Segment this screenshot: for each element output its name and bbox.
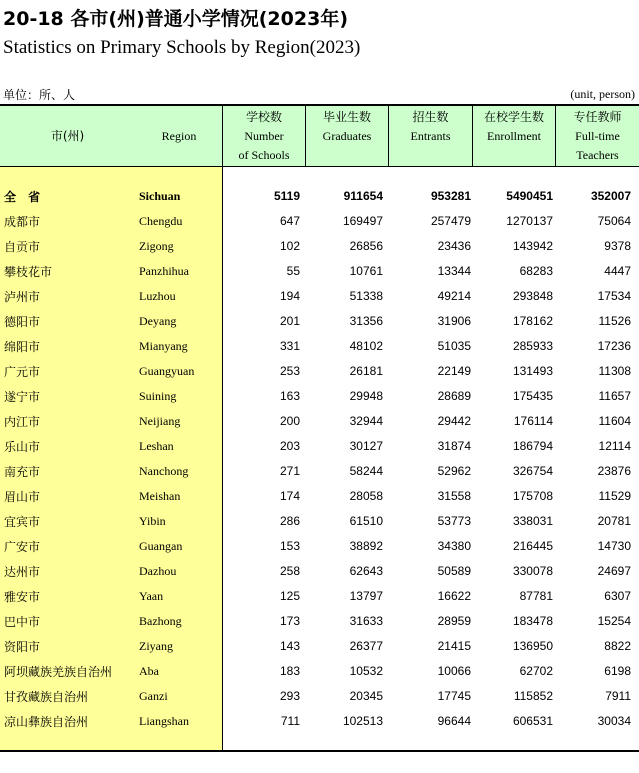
cell-schools: 5119 xyxy=(273,189,300,203)
cell-entrants: 52962 xyxy=(437,464,471,478)
header-graduates-cn: 毕业生数 xyxy=(322,110,371,124)
cell-region-en: Mianyang xyxy=(139,339,188,353)
cell-graduates: 20345 xyxy=(349,689,383,703)
cell-teachers: 15254 xyxy=(597,614,631,628)
cell-region-cn: 广安市 xyxy=(4,540,41,554)
cell-teachers: 9378 xyxy=(604,239,631,253)
cell-enrollment: 293848 xyxy=(512,289,553,303)
unit-label-chinese: 单位：所、人 xyxy=(3,88,76,102)
cell-region-en: Neijiang xyxy=(139,414,181,428)
cell-schools: 153 xyxy=(279,539,300,553)
cell-schools: 173 xyxy=(279,614,300,628)
cell-schools: 286 xyxy=(279,514,300,528)
table-row xyxy=(0,359,639,384)
cell-schools: 258 xyxy=(279,564,300,578)
cell-teachers: 11308 xyxy=(598,364,631,378)
cell-region-cn: 资阳市 xyxy=(4,640,41,654)
cell-schools: 183 xyxy=(279,664,300,678)
cell-entrants: 49214 xyxy=(437,289,471,303)
cell-region-en: Panzhihua xyxy=(139,264,189,278)
table-row xyxy=(0,384,639,409)
table-row xyxy=(0,584,639,609)
cell-region-cn: 德阳市 xyxy=(4,315,41,329)
table-row xyxy=(0,559,639,584)
table-row-total xyxy=(0,184,639,209)
cell-region-en: Guangyuan xyxy=(139,364,195,378)
cell-enrollment: 143942 xyxy=(512,239,553,253)
cell-schools: 203 xyxy=(279,439,300,453)
cell-enrollment: 606531 xyxy=(512,714,553,728)
cell-entrants: 96644 xyxy=(437,714,471,728)
cell-teachers: 17236 xyxy=(597,339,631,353)
cell-graduates: 58244 xyxy=(349,464,383,478)
cell-enrollment: 115852 xyxy=(513,689,553,703)
header-entrants xyxy=(389,106,472,166)
table-row xyxy=(0,459,639,484)
cell-enrollment: 183478 xyxy=(512,614,553,628)
cell-entrants: 53773 xyxy=(437,514,471,528)
cell-enrollment: 136950 xyxy=(512,639,553,653)
cell-teachers: 11526 xyxy=(598,314,631,328)
table-header-rule xyxy=(0,166,639,167)
cell-region-cn: 凉山彝族自治州 xyxy=(4,715,89,729)
table-row xyxy=(0,659,639,684)
cell-region-en: Suining xyxy=(139,389,177,403)
cell-entrants: 34380 xyxy=(437,539,471,553)
cell-graduates: 911654 xyxy=(343,189,383,203)
cell-region-en: Bazhong xyxy=(139,614,182,628)
cell-entrants: 31558 xyxy=(437,489,471,503)
cell-schools: 201 xyxy=(279,314,300,328)
header-teachers-en-2: Teachers xyxy=(576,147,619,162)
cell-schools: 125 xyxy=(279,589,300,603)
cell-graduates: 102513 xyxy=(342,714,383,728)
cell-teachers: 24697 xyxy=(597,564,631,578)
cell-teachers: 11604 xyxy=(598,414,631,428)
header-region-label: Region xyxy=(161,128,197,143)
table-row xyxy=(0,259,639,284)
cell-teachers: 30034 xyxy=(597,714,631,728)
cell-region-cn: 全 省 xyxy=(4,190,45,204)
cell-enrollment: 68283 xyxy=(519,264,553,278)
table-row xyxy=(0,509,639,534)
header-teachers-en-1: Full-time xyxy=(575,128,620,143)
cell-teachers: 17534 xyxy=(597,289,631,303)
cell-enrollment: 5490451 xyxy=(506,189,553,203)
cell-entrants: 17745 xyxy=(437,689,471,703)
cell-region-en: Liangshan xyxy=(139,714,189,728)
cell-graduates: 28058 xyxy=(349,489,383,503)
cell-graduates: 32944 xyxy=(349,414,383,428)
cell-entrants: 28689 xyxy=(437,389,471,403)
header-region xyxy=(135,106,223,166)
table-row xyxy=(0,609,639,634)
cell-teachers: 11657 xyxy=(598,389,631,403)
cell-graduates: 10761 xyxy=(349,264,383,278)
cell-enrollment: 338031 xyxy=(512,514,553,528)
cell-region-en: Dazhou xyxy=(139,564,177,578)
table-row xyxy=(0,434,639,459)
cell-schools: 55 xyxy=(286,264,300,278)
table-row xyxy=(0,309,639,334)
cell-teachers: 11529 xyxy=(598,489,631,503)
cell-teachers: 7911 xyxy=(605,689,631,703)
cell-entrants: 51035 xyxy=(437,339,471,353)
table-row xyxy=(0,234,639,259)
table-bottom-rule xyxy=(0,750,639,752)
cell-region-en: Meishan xyxy=(139,489,181,503)
cell-graduates: 31356 xyxy=(349,314,383,328)
page-title-chinese: 20-18 各市(州)普通小学情况(2023年) xyxy=(3,8,348,30)
cell-teachers: 4447 xyxy=(604,264,631,278)
cell-enrollment: 175435 xyxy=(512,389,553,403)
cell-region-en: Yaan xyxy=(139,589,164,603)
cell-entrants: 16622 xyxy=(437,589,471,603)
cell-entrants: 953281 xyxy=(430,189,471,203)
cell-schools: 331 xyxy=(279,339,300,353)
cell-teachers: 6198 xyxy=(604,664,631,678)
cell-schools: 174 xyxy=(279,489,300,503)
cell-schools: 143 xyxy=(279,639,300,653)
table-row xyxy=(0,534,639,559)
table-row xyxy=(0,209,639,234)
cell-schools: 711 xyxy=(280,714,300,728)
cell-graduates: 62643 xyxy=(349,564,383,578)
cell-schools: 102 xyxy=(279,239,300,253)
cell-region-en: Yibin xyxy=(139,514,166,528)
header-enrollment-cn: 在校学生数 xyxy=(483,110,544,124)
table-row xyxy=(0,284,639,309)
cell-schools: 647 xyxy=(279,214,300,228)
cell-enrollment: 87781 xyxy=(519,589,553,603)
cell-region-en: Luzhou xyxy=(139,289,176,303)
cell-enrollment: 330078 xyxy=(512,564,553,578)
cell-region-cn: 宜宾市 xyxy=(4,515,41,529)
cell-enrollment: 178162 xyxy=(512,314,553,328)
cell-graduates: 51338 xyxy=(349,289,383,303)
cell-entrants: 257479 xyxy=(430,214,471,228)
cell-enrollment: 186794 xyxy=(512,439,553,453)
cell-entrants: 21415 xyxy=(437,639,471,653)
cell-region-en: Ganzi xyxy=(139,689,168,703)
cell-graduates: 26856 xyxy=(349,239,383,253)
header-city-cn xyxy=(0,106,135,166)
table-row xyxy=(0,684,639,709)
header-schools-en-2: of Schools xyxy=(238,147,290,162)
cell-region-cn: 绵阳市 xyxy=(4,340,41,354)
header-teachers-cn: 专任教师 xyxy=(573,109,622,124)
cell-teachers: 20781 xyxy=(597,514,631,528)
cell-region-cn: 巴中市 xyxy=(4,615,41,629)
cell-graduates: 38892 xyxy=(349,539,383,553)
cell-region-cn: 遂宁市 xyxy=(4,390,41,404)
cell-region-en: Aba xyxy=(139,664,159,678)
cell-region-en: Chengdu xyxy=(139,214,183,228)
header-city-cn-label: 市(州) xyxy=(50,128,85,143)
cell-teachers: 8822 xyxy=(604,639,631,653)
header-enrollment-en: Enrollment xyxy=(487,129,541,143)
cell-region-cn: 南充市 xyxy=(4,465,41,479)
cell-region-en: Guangan xyxy=(139,539,183,553)
cell-graduates: 30127 xyxy=(349,439,383,453)
cell-graduates: 29948 xyxy=(349,389,383,403)
cell-region-cn: 成都市 xyxy=(4,215,41,229)
header-graduates xyxy=(306,106,388,166)
cell-schools: 293 xyxy=(279,689,300,703)
cell-region-cn: 雅安市 xyxy=(4,590,41,604)
cell-entrants: 22149 xyxy=(437,364,471,378)
cell-region-en: Zigong xyxy=(139,239,174,253)
cell-enrollment: 131493 xyxy=(512,364,553,378)
table-row xyxy=(0,334,639,359)
cell-region-en: Sichuan xyxy=(139,189,181,203)
table-body xyxy=(0,184,639,734)
cell-region-cn: 阿坝藏族羌族自治州 xyxy=(4,665,113,679)
cell-graduates: 13797 xyxy=(349,589,383,603)
table-row xyxy=(0,484,639,509)
cell-region-cn: 乐山市 xyxy=(4,440,41,454)
cell-teachers: 6307 xyxy=(604,589,631,603)
header-teachers xyxy=(556,106,639,166)
cell-schools: 200 xyxy=(279,414,300,428)
cell-entrants: 23436 xyxy=(437,239,471,253)
cell-region-cn: 自贡市 xyxy=(4,240,41,254)
header-schools xyxy=(223,106,305,166)
cell-schools: 253 xyxy=(279,364,300,378)
cell-enrollment: 216445 xyxy=(512,539,553,553)
cell-entrants: 28959 xyxy=(437,614,471,628)
unit-label-english: (unit, person) xyxy=(570,87,635,101)
table-row xyxy=(0,709,639,734)
cell-schools: 194 xyxy=(279,289,300,303)
cell-enrollment: 175708 xyxy=(512,489,553,503)
cell-entrants: 50589 xyxy=(437,564,471,578)
cell-teachers: 14730 xyxy=(597,539,631,553)
cell-region-en: Nanchong xyxy=(139,464,189,478)
cell-graduates: 169497 xyxy=(342,214,383,228)
cell-region-cn: 眉山市 xyxy=(4,490,41,504)
cell-graduates: 26377 xyxy=(349,639,383,653)
header-entrants-cn: 招生数 xyxy=(412,110,449,124)
header-schools-cn: 学校数 xyxy=(245,109,282,124)
header-graduates-en: Graduates xyxy=(322,129,372,143)
cell-region-en: Leshan xyxy=(139,439,174,453)
cell-teachers: 352007 xyxy=(590,189,631,203)
cell-region-cn: 内江市 xyxy=(4,415,41,429)
cell-graduates: 31633 xyxy=(349,614,383,628)
cell-schools: 163 xyxy=(279,389,300,403)
cell-enrollment: 62702 xyxy=(519,664,553,678)
cell-entrants: 10066 xyxy=(437,664,471,678)
cell-graduates: 10532 xyxy=(349,664,383,678)
table-row xyxy=(0,634,639,659)
cell-entrants: 31874 xyxy=(437,439,471,453)
cell-enrollment: 1270137 xyxy=(506,214,553,228)
cell-graduates: 61510 xyxy=(349,514,383,528)
cell-entrants: 13344 xyxy=(437,264,471,278)
cell-entrants: 29442 xyxy=(437,414,471,428)
cell-region-cn: 甘孜藏族自治州 xyxy=(4,690,89,704)
cell-region-cn: 广元市 xyxy=(4,365,41,379)
cell-schools: 271 xyxy=(279,464,300,478)
cell-region-cn: 达州市 xyxy=(4,565,41,579)
table-row xyxy=(0,409,639,434)
header-enrollment xyxy=(473,106,555,166)
cell-region-en: Ziyang xyxy=(139,639,173,653)
cell-region-en: Deyang xyxy=(139,314,177,328)
cell-entrants: 31906 xyxy=(437,314,471,328)
cell-teachers: 12114 xyxy=(598,439,631,453)
cell-graduates: 48102 xyxy=(349,339,383,353)
header-schools-en-1: Number xyxy=(244,128,284,143)
cell-enrollment: 285933 xyxy=(512,339,553,353)
cell-enrollment: 176114 xyxy=(513,414,553,428)
page-title-english: Statistics on Primary Schools by Region(2023) xyxy=(3,37,361,58)
cell-teachers: 75064 xyxy=(597,214,631,228)
cell-teachers: 23876 xyxy=(597,464,631,478)
cell-enrollment: 326754 xyxy=(512,464,553,478)
cell-region-cn: 攀枝花市 xyxy=(4,265,53,279)
cell-region-cn: 泸州市 xyxy=(4,290,41,304)
header-entrants-en: Entrants xyxy=(410,129,451,143)
cell-graduates: 26181 xyxy=(349,364,383,378)
